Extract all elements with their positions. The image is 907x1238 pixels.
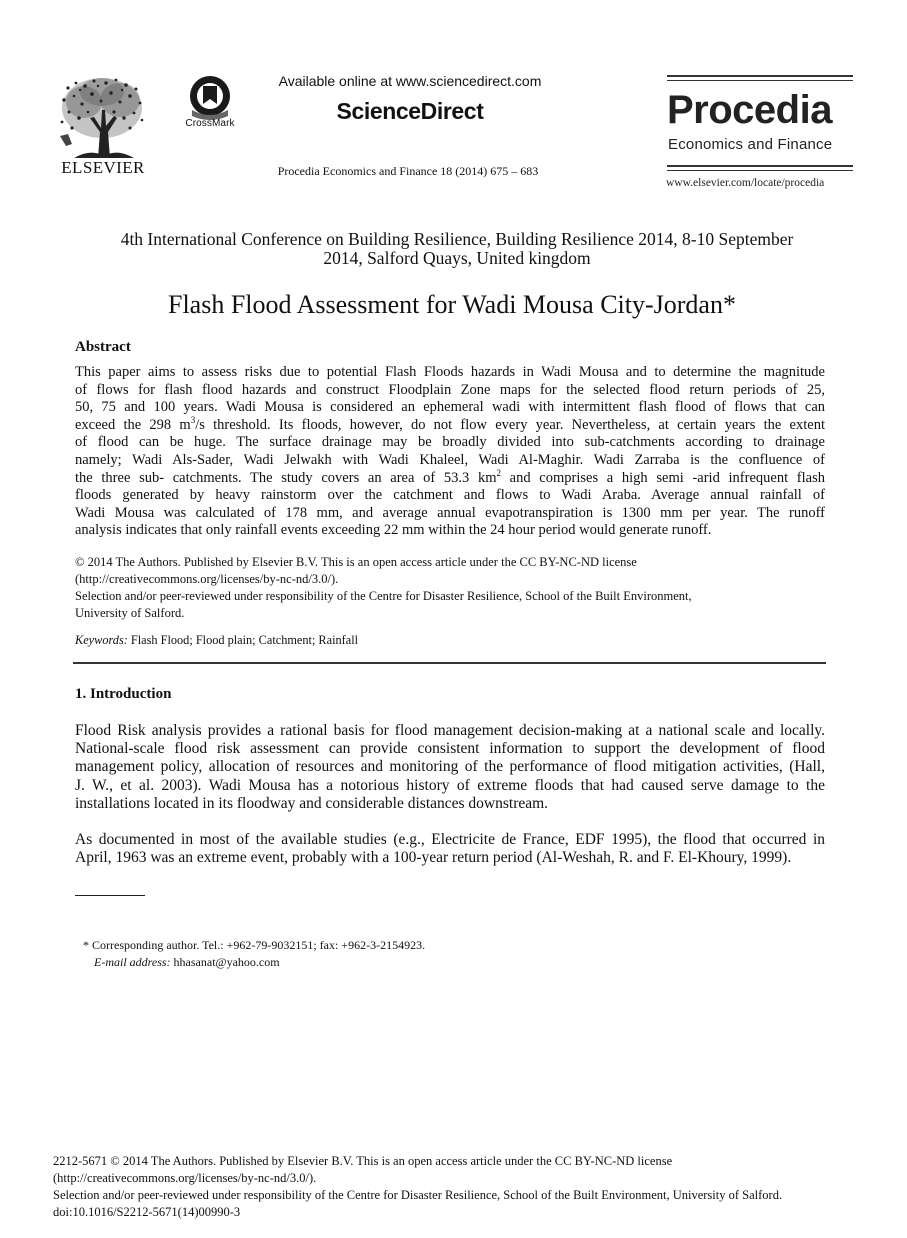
copyright-notice	[75, 554, 825, 622]
conference-line-1: 4th International Conference on Building Resilience, Building Resilience 2014, 8-10 September	[120, 229, 794, 249]
abstract-line: 50, 75 and 100 years. Wadi Mousa is considered an ephemeral wadi with intermittent flash flood of flows that can	[75, 399, 825, 416]
procedia-bottom-rule	[667, 165, 853, 167]
abstract-line: exceed the 298 $m^3/s$ threshold. Its floods, however, do not flow every year. Nevertheless, at certain years the extent	[75, 414, 825, 433]
copyright-line: © 2014 The Authors. Published by Elsevier B.V. This is an open access article under the CC BY-NC-ND license	[75, 555, 637, 569]
paragraph-line: As documented in most of the available studies (e.g., Electricite de France, EDF 1995), the flood that occurred in	[75, 831, 825, 848]
abstract-line: floods generated by heavy rainstorm over the catchment and flows to Wadi Araba. Average annual rainfall of	[75, 487, 825, 504]
paragraph-line: April, 1963 was an extreme event, probably with a 100-year return period (Al-Weshah, R. and F. El-Khoury, 1999).	[75, 849, 792, 867]
available-online-line[interactable]: Available online at www.sciencedirect.com	[278, 73, 542, 89]
footer-license-link[interactable]: (http://creativecommons.org/licenses/by-nc-nd/3.0/).	[53, 1171, 317, 1185]
introduction-paragraph-2	[75, 831, 825, 867]
paragraph-line: J. W., et al. 2003). Wadi Mousa has a notorious history of extreme floods that had caused serve damage to the	[75, 776, 825, 794]
introduction-heading: 1. Introduction	[75, 686, 172, 702]
conference-line-2: 2014, Salford Quays, United kingdom	[323, 248, 591, 268]
sciencedirect-logo[interactable]: ScienceDirect	[336, 98, 484, 124]
abstract-heading: Abstract	[75, 339, 131, 355]
footnote-rule	[75, 895, 145, 896]
journal-reference: Procedia Economics and Finance 18 (2014) 675 – 683	[277, 164, 539, 178]
abstract-line: This paper aims to assess risks due to potential Flash Floods hazards in Wadi Mousa and to determine the magnitude	[75, 364, 825, 380]
procedia-top-rule	[667, 75, 853, 77]
abstract-line: Wadi Mousa was calculated of 178 mm, and average annual evapotranspiration is 1300 mm per year. The runoff	[75, 504, 825, 521]
footnote	[83, 937, 425, 971]
paragraph-line: Flood Risk analysis provides a rational basis for flood management decision-making at a national scale and locally.	[75, 722, 825, 739]
elsevier-wordmark: ELSEVIER	[61, 158, 145, 177]
email-line	[83, 954, 425, 971]
procedia-top-rule-thin	[667, 80, 853, 81]
procedia-logo-subtitle: Economics and Finance	[668, 136, 833, 153]
email-address[interactable]: hhasanat@yahoo.com	[170, 955, 280, 969]
keywords	[75, 633, 358, 648]
abstract-line: the three sub- catchments. The study covers an area of 53.3 $km^2$ and comprises a high semi -arid infrequent flash	[75, 467, 825, 486]
footer-peer-review-line: Selection and/or peer-reviewed under responsibility of the Centre for Disaster Resilience, School of the Built Environment, University of Salford.	[53, 1188, 783, 1202]
section-divider	[73, 662, 826, 664]
email-label: E-mail address:	[94, 955, 171, 969]
footer-issn-line: 2212-5671 © 2014 The Authors. Published by Elsevier B.V. This is an open access article under the CC BY-NC-ND license	[53, 1154, 673, 1168]
introduction-paragraph-1	[75, 722, 825, 813]
procedia-url[interactable]: www.elsevier.com/locate/procedia	[666, 177, 825, 189]
abstract-line: of flood can be huge. The surface drainage may be broadly divided into sub-catchments according to drainage	[75, 434, 825, 451]
abstract-body	[75, 364, 825, 540]
license-link[interactable]: (http://creativecommons.org/licenses/by-nc-nd/3.0/).	[75, 572, 339, 586]
crossmark-label: CrossMark	[185, 118, 235, 129]
paper-title: Flash Flood Assessment for Wadi Mousa City-Jordan*	[168, 290, 736, 319]
page-footer	[53, 1153, 782, 1221]
conference-line	[74, 230, 840, 268]
paragraph-line: National-scale flood risk assessment can provide consistent information to support the development of flood	[75, 740, 825, 758]
footer-doi[interactable]: doi:10.1016/S2212-5671(14)00990-3	[53, 1205, 241, 1219]
corresponding-author: * Corresponding author. Tel.: +962-79-9032151; fax: +962-3-2154923.	[83, 938, 426, 952]
keywords-text: Flash Flood; Flood plain; Catchment; Rainfall	[127, 633, 359, 647]
keywords-label: Keywords:	[75, 633, 128, 647]
copyright-line: Selection and/or peer-reviewed under responsibility of the Centre for Disaster Resilience, School of the Built Environment,	[75, 589, 692, 603]
abstract-line: of flows for flash flood hazards and construct Floodplain Zone maps for the selected flood return periods of 25,	[75, 381, 825, 398]
paragraph-line: management policy, allocation of resources and monitoring of the performance of flood mitigation activities, (Hall,	[75, 758, 825, 776]
procedia-bottom-rule-thin	[667, 170, 853, 171]
paragraph-line: installations located in its floodway and considerable distances downstream.	[75, 794, 549, 812]
abstract-line: namely; Wadi Als-Sader, Wadi Jelwakh with Wadi Khaleel, Wadi Al-Maghir. Wadi Zarraba is the confluence of	[75, 451, 825, 468]
copyright-line: University of Salford.	[75, 606, 185, 620]
procedia-logo-title: Procedia	[667, 88, 832, 132]
abstract-line: analysis indicates that only rainfall events exceeding 22 mm within the 24 hour period would generate runoff.	[75, 522, 712, 539]
